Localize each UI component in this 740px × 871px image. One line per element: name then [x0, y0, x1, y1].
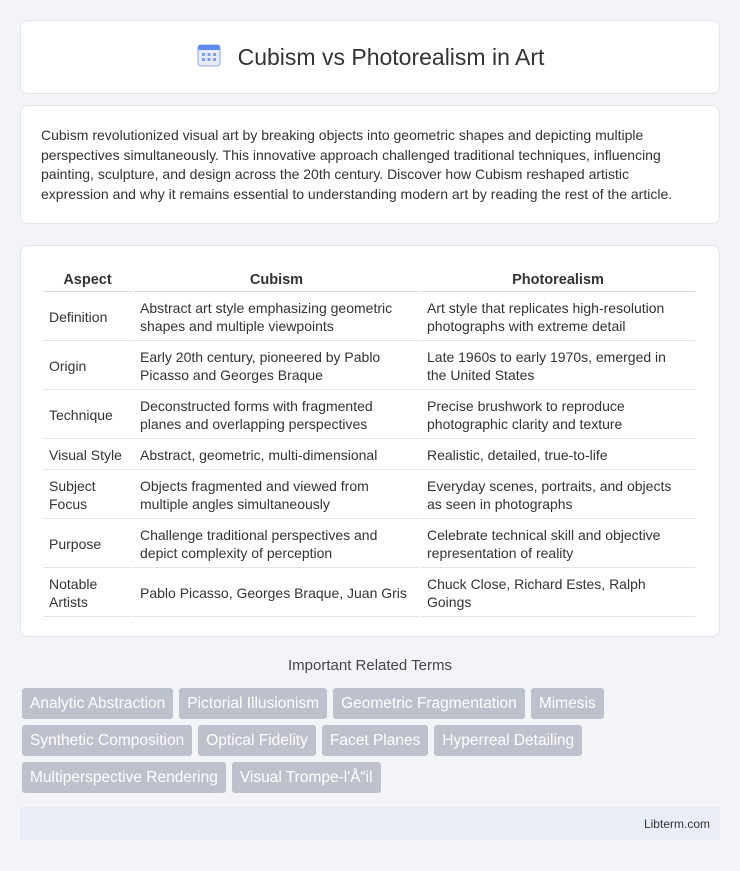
related-term-tag[interactable]: Visual Trompe-l'Å“il: [232, 762, 381, 793]
table-cell-aspect: Origin: [43, 343, 132, 390]
table-cell-cubism: Abstract, geometric, multi-dimensional: [134, 441, 419, 470]
table-cell-cubism: Challenge traditional perspectives and depict complexity of perception: [134, 521, 419, 568]
table-cell-cubism: Early 20th century, pioneered by Pablo Picasso and Georges Braque: [134, 343, 419, 390]
table-cell-photorealism: Celebrate technical skill and objective representation of reality: [421, 521, 695, 568]
table-cell-photorealism: Late 1960s to early 1970s, emerged in the United States: [421, 343, 695, 390]
table-header-row: [43, 268, 695, 292]
related-term-tag[interactable]: Geometric Fragmentation: [333, 688, 525, 719]
table-cell-aspect: Technique: [43, 392, 132, 439]
table-cell-cubism: Deconstructed forms with fragmented planes and overlapping perspectives: [134, 392, 419, 439]
related-term-tag[interactable]: Pictorial Illusionism: [179, 688, 327, 719]
table-row: [43, 521, 695, 568]
comparison-table: [41, 266, 697, 619]
table-cell-aspect: Subject Focus: [43, 472, 132, 519]
related-term-tag[interactable]: Optical Fidelity: [198, 725, 316, 756]
related-term-tag[interactable]: Facet Planes: [322, 725, 428, 756]
related-term-tag[interactable]: Analytic Abstraction: [22, 688, 173, 719]
page-title: Cubism vs Photorealism in Art: [237, 43, 545, 70]
related-term-tag[interactable]: Hyperreal Detailing: [434, 725, 582, 756]
table-cell-photorealism: Chuck Close, Richard Estes, Ralph Goings: [421, 570, 695, 617]
table-cell-cubism: Pablo Picasso, Georges Braque, Juan Gris: [134, 570, 419, 617]
comparison-table-card: [20, 245, 720, 637]
table-row: [43, 570, 695, 617]
calendar-grid-icon: [196, 42, 222, 73]
intro-card: [20, 105, 720, 224]
related-terms-title: Important Related Terms: [288, 657, 452, 674]
table-cell-aspect: Visual Style: [43, 441, 132, 470]
table-cell-photorealism: Everyday scenes, portraits, and objects as seen in photographs: [421, 472, 695, 519]
related-term-tag[interactable]: Synthetic Composition: [22, 725, 192, 756]
column-header-aspect: Aspect: [43, 268, 132, 292]
table-cell-aspect: Definition: [43, 294, 132, 341]
column-header-cubism: Cubism: [134, 268, 419, 292]
footer: [20, 807, 720, 840]
table-row: [43, 343, 695, 390]
table-cell-photorealism: Precise brushwork to reproduce photographic clarity and texture: [421, 392, 695, 439]
table-cell-photorealism: Realistic, detailed, true-to-life: [421, 441, 695, 470]
table-cell-cubism: Objects fragmented and viewed from multiple angles simultaneously: [134, 472, 419, 519]
column-header-photorealism: Photorealism: [421, 268, 695, 292]
table-row: [43, 294, 695, 341]
table-row: [43, 441, 695, 470]
footer-site-link[interactable]: Libterm.com: [643, 816, 710, 831]
related-term-tag[interactable]: Mimesis: [531, 688, 604, 719]
header-card: [20, 20, 720, 94]
table-cell-aspect: Purpose: [43, 521, 132, 568]
table-row: [43, 472, 695, 519]
related-term-tag[interactable]: Multiperspective Rendering: [22, 762, 226, 793]
intro-paragraph: Cubism revolutionized visual art by breaking objects into geometric shapes and depicting multiple perspectives simultaneously. This innovative approach challenged traditional techniques, influencing painting, sculpture, and design across the 20th century. Discover how Cubism reshaped artistic expression and why it remains essential to understanding modern art by reading the rest of the article.: [41, 127, 673, 202]
title-wrap: [196, 42, 545, 73]
table-cell-photorealism: Art style that replicates high-resolution photographs with extreme detail: [421, 294, 695, 341]
table-row: [43, 392, 695, 439]
related-terms-list: [22, 688, 722, 793]
table-cell-cubism: Abstract art style emphasizing geometric shapes and multiple viewpoints: [134, 294, 419, 341]
table-cell-aspect: Notable Artists: [43, 570, 132, 617]
